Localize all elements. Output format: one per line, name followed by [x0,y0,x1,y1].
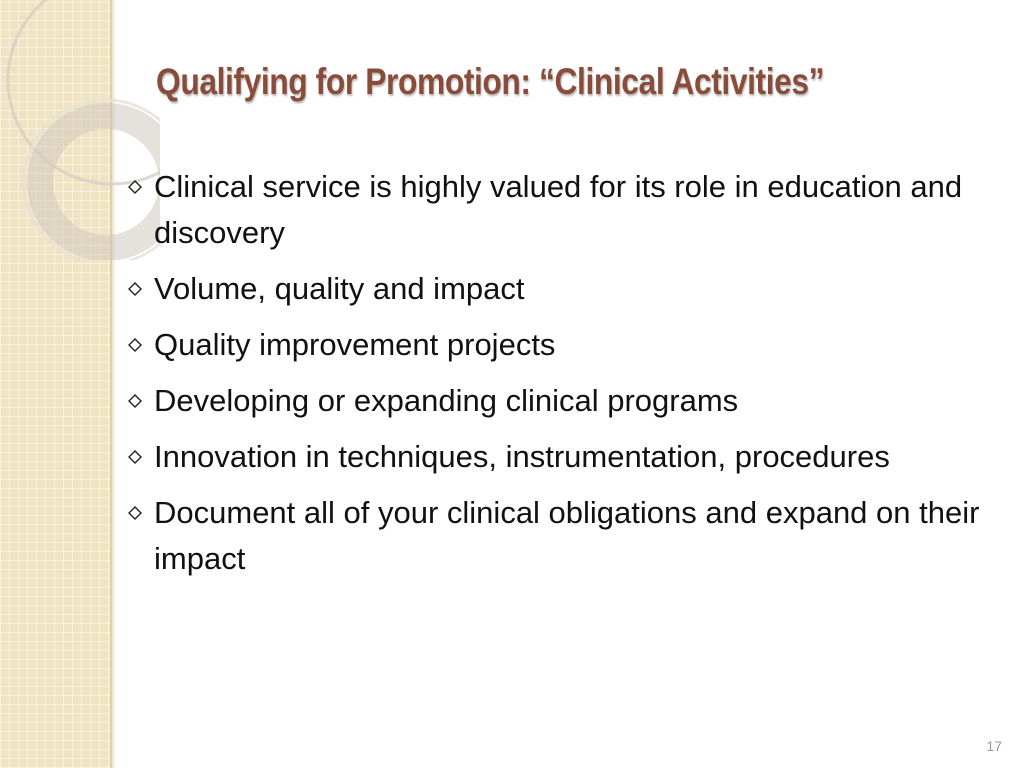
bullet-item [126,322,986,368]
bullet-text: Quality improvement projects [154,327,556,362]
bullet-text: Clinical service is highly valued for its role in education and discovery [154,169,963,250]
bullet-text: Volume, quality and impact [154,271,525,306]
diamond-bullet-icon [128,450,142,464]
bullet-text: Developing or expanding clinical programs [154,383,739,418]
diamond-bullet-icon [128,282,142,296]
bullet-list [126,164,986,592]
bullet-text: Document all of your clinical obligations and expand on their impact [154,495,980,576]
diamond-bullet-icon [128,338,142,352]
diamond-bullet-icon [128,180,142,194]
diamond-bullet-icon [128,394,142,408]
bullet-item [126,490,986,582]
bullet-item [126,378,986,424]
bullet-item [126,434,986,480]
bullet-item [126,164,986,256]
bullet-item [126,266,986,312]
diamond-bullet-icon [128,506,142,520]
page-number: 17 [986,738,1002,754]
bullet-text: Innovation in techniques, instrumentation, procedures [154,439,890,474]
slide-title: Qualifying for Promotion: “Clinical Activities” [156,61,825,102]
